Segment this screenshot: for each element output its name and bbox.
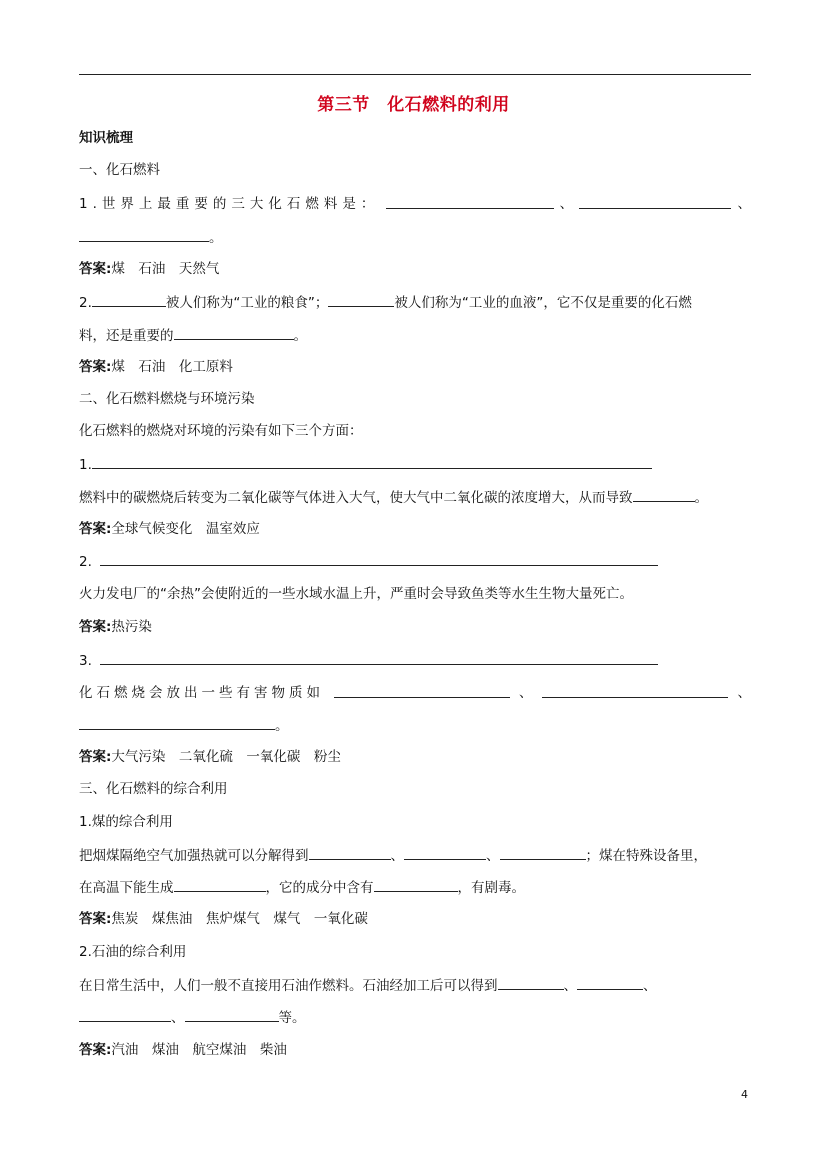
blank-field[interactable]	[579, 194, 731, 209]
blank-field[interactable]	[328, 292, 394, 307]
coal-para-1: 把烟煤隔绝空气加强热就可以分解得到 、 、 ；煤在特殊设备里，	[79, 845, 707, 866]
blank-field[interactable]	[92, 454, 652, 469]
answer-4: 答案:热污染	[79, 619, 152, 635]
answer-5: 答案:大气污染 二氧化硫 一氧化碳 粉尘	[79, 749, 341, 765]
blank-field[interactable]	[498, 975, 564, 990]
blank-field[interactable]	[174, 325, 294, 340]
question-2: 2. 被人们称为“工业的粮食”； 被人们称为“工业的血液”，它不仅是重要的化石燃	[79, 292, 692, 313]
item-3-cont: 。	[79, 715, 289, 736]
page-number: 4	[741, 1088, 748, 1101]
item-1-desc: 燃料中的碳燃烧后转变为二氧化碳等气体进入大气，使大气中二氧化碳的浓度增大，从而导致 。	[79, 487, 708, 508]
page-title: 第三节 化石燃料的利用	[317, 95, 510, 115]
heading-pollution: 二、化石燃料燃烧与环境污染	[79, 391, 255, 407]
sub-coal: 1.煤的综合利用	[79, 814, 173, 830]
blank-field[interactable]	[542, 683, 728, 698]
question-1-cont: 。	[79, 227, 223, 248]
item-1: 1.	[79, 454, 652, 475]
oil-para-1: 在日常生活中，人们一般不直接用石油作燃料。石油经加工后可以得到 、 、	[79, 975, 657, 996]
item-2-desc: 火力发电厂的“余热”会使附近的一些水域水温上升，严重时会导致鱼类等水生生物大量死亡。	[79, 586, 633, 602]
answer-3: 答案:全球气候变化 温室效应	[79, 521, 260, 537]
blank-field[interactable]	[577, 975, 643, 990]
sub-oil: 2.石油的综合利用	[79, 944, 187, 960]
question-2-cont: 料，还是重要的 。	[79, 325, 307, 346]
answer-6: 答案:焦炭 煤焦油 焦炉煤气 煤气 一氧化碳	[79, 911, 368, 927]
blank-field[interactable]	[404, 845, 486, 860]
answer-1: 答案:煤 石油 天然气	[79, 261, 220, 277]
item-3-desc: 化石燃烧会放出一些有害物质如 、 、	[79, 685, 751, 701]
blank-field[interactable]	[79, 715, 275, 730]
blank-field[interactable]	[92, 292, 166, 307]
q1-prefix: 1.世界上最重要的三大化石燃料是：	[79, 196, 380, 212]
oil-para-2: 、 等。	[79, 1007, 306, 1028]
item-2: 2.	[79, 551, 658, 572]
section-heading: 知识梳理	[79, 130, 133, 146]
blank-field[interactable]	[100, 650, 658, 665]
header-rule	[79, 74, 751, 75]
blank-field[interactable]	[374, 877, 458, 892]
blank-field[interactable]	[500, 845, 586, 860]
heading-fossil-fuels: 一、化石燃料	[79, 162, 160, 178]
question-1: 1.世界上最重要的三大化石燃料是： 、 、	[79, 196, 751, 212]
blank-field[interactable]	[386, 194, 554, 209]
blank-field[interactable]	[79, 1007, 171, 1022]
heading-utilization: 三、化石燃料的综合利用	[79, 781, 228, 797]
blank-field[interactable]	[334, 683, 510, 698]
blank-field[interactable]	[100, 551, 658, 566]
blank-field[interactable]	[185, 1007, 279, 1022]
blank-field[interactable]	[79, 227, 209, 242]
blank-field[interactable]	[174, 877, 266, 892]
blank-field[interactable]	[309, 845, 391, 860]
answer-2: 答案:煤 石油 化工原料	[79, 359, 233, 375]
item-3: 3.	[79, 650, 658, 671]
pollution-intro: 化石燃料的燃烧对环境的污染有如下三个方面：	[79, 423, 363, 439]
blank-field[interactable]	[633, 487, 695, 502]
answer-7: 答案:汽油 煤油 航空煤油 柴油	[79, 1042, 287, 1058]
coal-para-2: 在高温下能生成 ，它的成分中含有 ，有剧毒。	[79, 877, 525, 898]
